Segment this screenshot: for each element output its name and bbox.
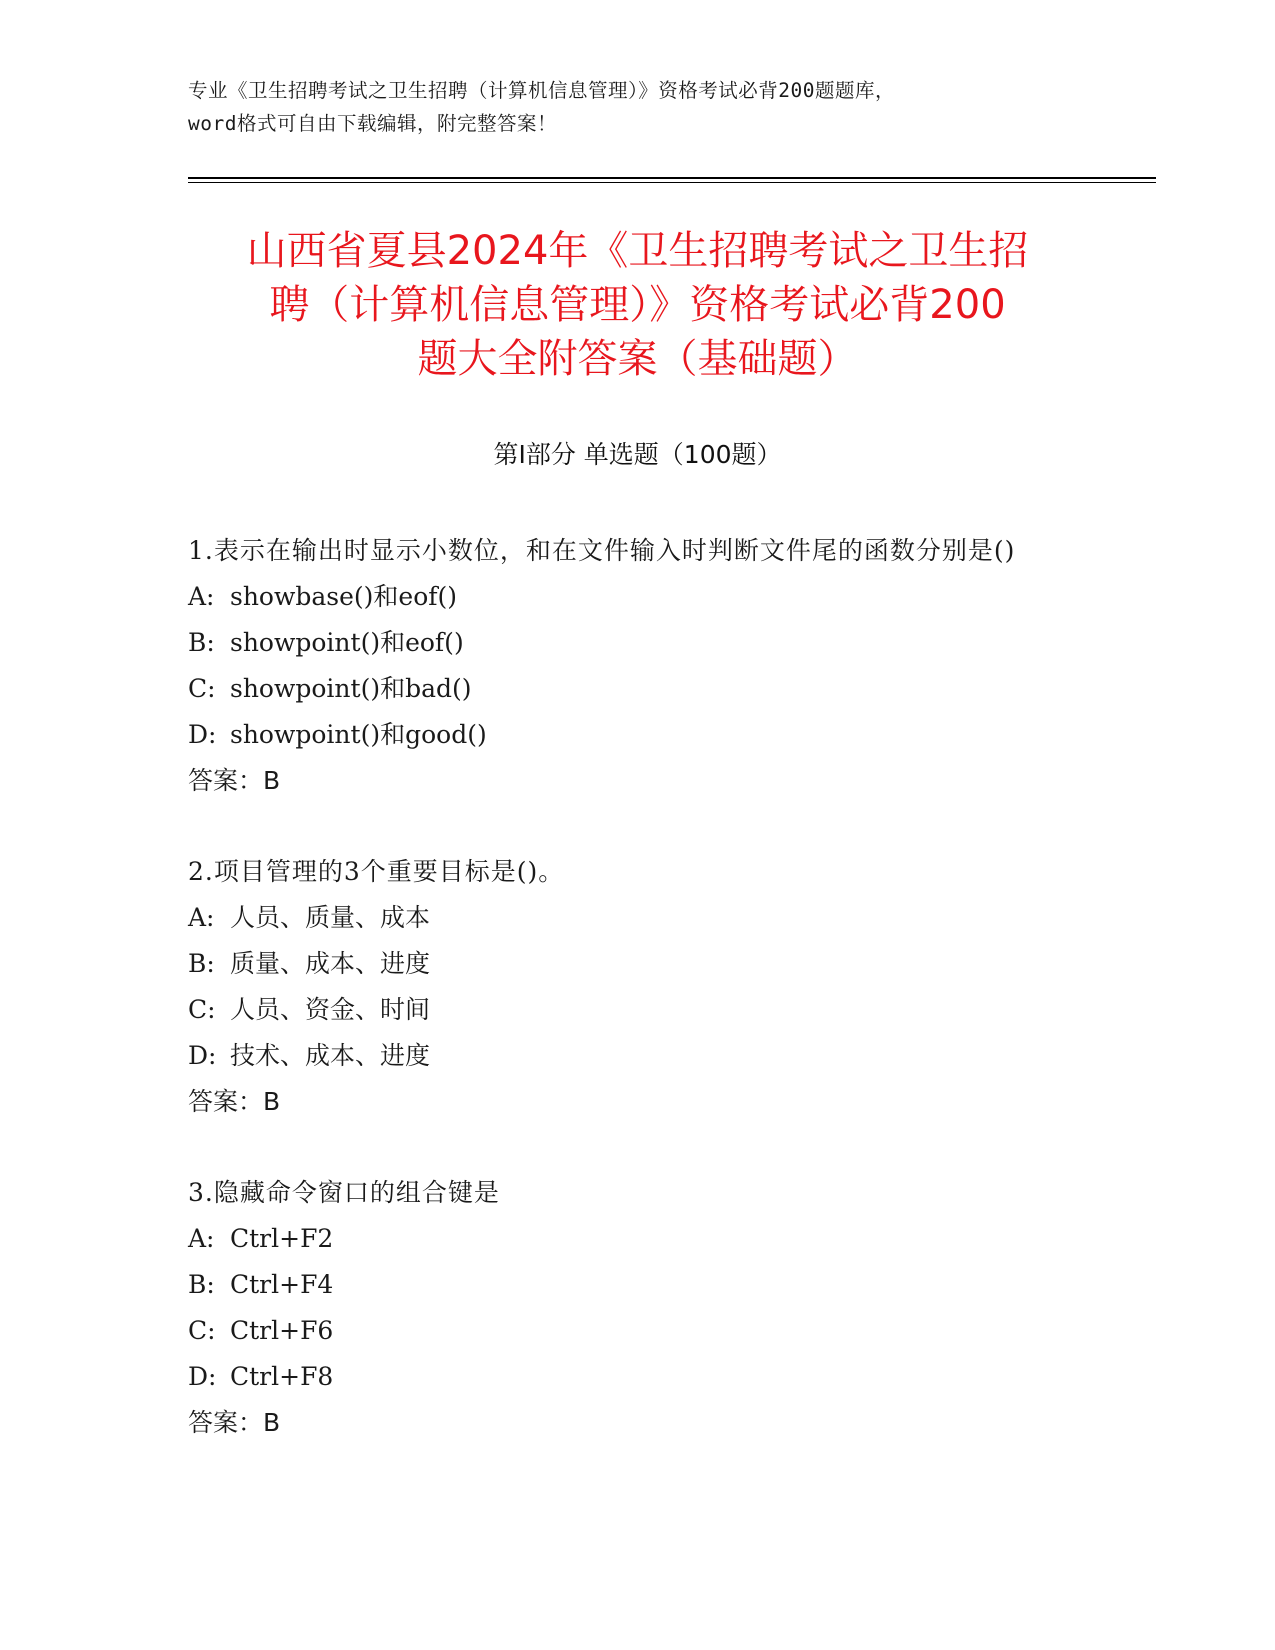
option-text: 技术、成本、进度 — [230, 1041, 431, 1070]
option-letter: D: — [188, 720, 217, 749]
option-b — [188, 1262, 1068, 1308]
title-line-1: 山西省夏县2024年《卫生招聘考试之卫生招 — [246, 228, 1029, 274]
option-text: 人员、质量、成本 — [230, 903, 431, 932]
header-rule-thick — [188, 177, 1156, 179]
option-text: showpoint()和bad() — [230, 674, 472, 703]
question-list — [188, 528, 1068, 1491]
option-letter: B: — [188, 949, 215, 978]
title-line-3: 题大全附答案（基础题） — [417, 336, 858, 382]
option-letter: D: — [188, 1362, 217, 1391]
answer-line: 答案：B — [188, 1087, 281, 1116]
option-letter: D: — [188, 1041, 217, 1070]
section-heading: 第Ⅰ部分 单选题（100题） — [493, 440, 782, 469]
option-text: Ctrl+F2 — [230, 1224, 334, 1253]
option-d — [188, 1354, 1068, 1400]
document-title — [170, 224, 1105, 386]
option-text: Ctrl+F4 — [230, 1270, 334, 1299]
title-line-2: 聘（计算机信息管理）》资格考试必背200 — [269, 282, 1006, 328]
question-stem: 3.隐藏命令窗口的组合键是 — [188, 1178, 500, 1207]
question-stem: 1.表示在输出时显示小数位，和在文件输入时判断文件尾的函数分别是() — [188, 536, 1016, 565]
option-c — [188, 1308, 1068, 1354]
option-text: showpoint()和good() — [230, 720, 487, 749]
header-note-line-1: 专业《卫生招聘考试之卫生招聘（计算机信息管理）》资格考试必背200题题库， — [188, 79, 895, 102]
question-3 — [188, 1170, 1068, 1446]
option-letter: C: — [188, 995, 216, 1024]
header-note-line-2: word格式可自由下载编辑，附完整答案！ — [188, 112, 557, 135]
option-letter: A: — [188, 903, 215, 932]
option-text: showpoint()和eof() — [230, 628, 464, 657]
option-letter: B: — [188, 628, 215, 657]
option-text: 人员、资金、时间 — [230, 995, 431, 1024]
option-letter: C: — [188, 1316, 216, 1345]
option-text: Ctrl+F6 — [230, 1316, 334, 1345]
answer-line: 答案：B — [188, 1408, 281, 1437]
option-d — [188, 1033, 1068, 1079]
header-rule-thin — [188, 182, 1156, 183]
question-1 — [188, 528, 1068, 804]
option-letter: B: — [188, 1270, 215, 1299]
option-a — [188, 1216, 1068, 1262]
option-letter: A: — [188, 1224, 215, 1253]
option-text: showbase()和eof() — [230, 582, 458, 611]
option-d — [188, 712, 1068, 758]
option-b — [188, 620, 1068, 666]
option-b — [188, 941, 1068, 987]
header-note — [188, 74, 1088, 140]
option-letter: A: — [188, 582, 215, 611]
question-2 — [188, 849, 1068, 1125]
option-a — [188, 895, 1068, 941]
option-letter: C: — [188, 674, 216, 703]
answer-line: 答案：B — [188, 766, 281, 795]
option-text: Ctrl+F8 — [230, 1362, 334, 1391]
question-stem: 2.项目管理的3个重要目标是()。 — [188, 857, 565, 886]
option-c — [188, 666, 1068, 712]
option-text: 质量、成本、进度 — [230, 949, 431, 978]
option-c — [188, 987, 1068, 1033]
option-a — [188, 574, 1068, 620]
